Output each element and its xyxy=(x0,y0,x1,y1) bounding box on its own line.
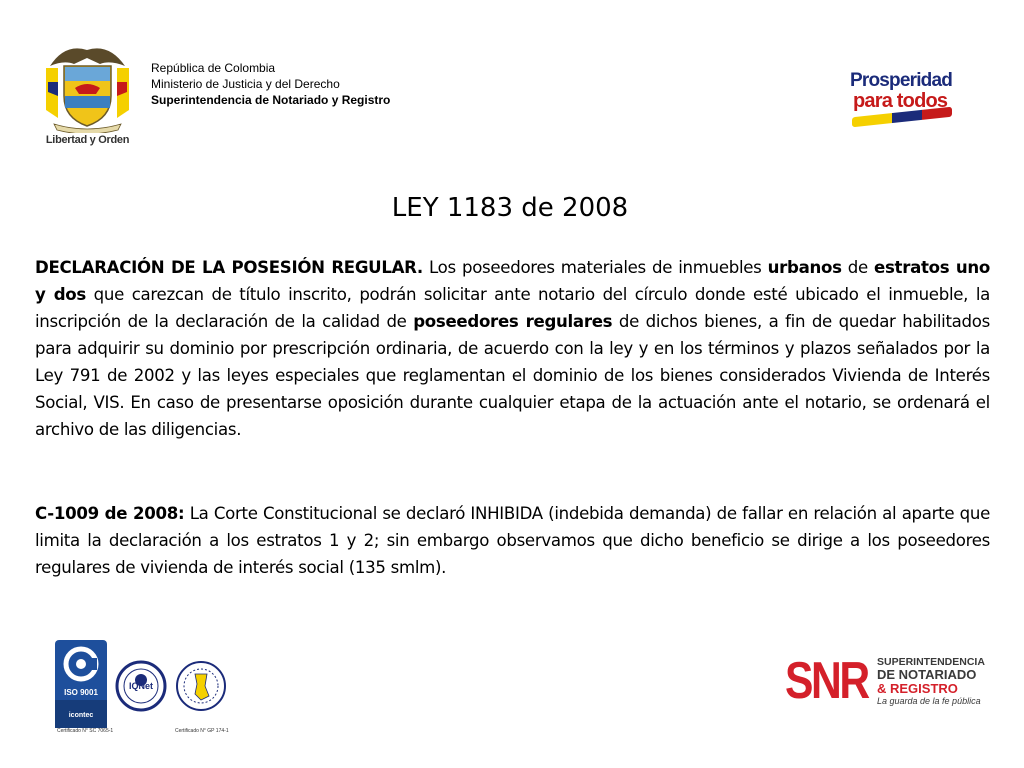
icontec-label: icontec xyxy=(68,712,94,719)
p1-bold-urbanos: urbanos xyxy=(767,258,842,277)
prosperidad-line2: para todos xyxy=(853,90,948,112)
header-country: República de Colombia xyxy=(151,61,276,75)
snr-line1: SUPERINTENDENCIA xyxy=(877,656,985,668)
header-institution-block xyxy=(151,60,390,108)
coat-of-arms-logo xyxy=(40,38,135,153)
p1-text-c: que carezcan de título inscrito, podrán solicitar ante notario del círculo donde esté ubicado el inmueble, la inscripción de la declaración de la calidad de xyxy=(35,285,990,331)
snr-letters: SNR xyxy=(785,652,868,710)
p1-bold-estratos: estratos uno y dos xyxy=(35,258,990,304)
page-title: LEY 1183 de 2008 xyxy=(391,193,629,223)
iqnet-label: IQNet xyxy=(128,681,153,691)
p1-text-b: de xyxy=(841,258,875,277)
certificate-caption-gp: Certificado N° GP 174-1 xyxy=(175,728,229,734)
p1-text-a: Los poseedores materiales de inmuebles xyxy=(422,258,768,277)
gp-certification-badge-icon xyxy=(175,660,227,712)
p1-text-d: de dichos bienes, a fin de quedar habilitados para adquirir su dominio por prescripción ordinaria, de acuerdo con la ley y en los términos y plazos señalados por la Ley 791 de 2002 y las leyes especiales que reglamentan el dominio de los bienes considerados Vivienda de Interés Social, VIS. En caso de presentarse oposición durante cualquier etapa de la actuación ante el notario, se ordenará el archivo de las diligencias. xyxy=(35,312,990,439)
paragraph-posesion-regular xyxy=(35,254,990,443)
header-ministry: Ministerio de Justicia y del Derecho xyxy=(151,77,340,91)
coat-motto: Libertad y Orden xyxy=(45,134,130,146)
certification-badges xyxy=(55,640,235,740)
snr-logo xyxy=(785,652,995,715)
p1-heading: DECLARACIÓN DE LA POSESIÓN REGULAR. xyxy=(35,258,423,277)
snr-line3: & REGISTRO xyxy=(877,681,958,696)
p2-heading: C-1009 de 2008: xyxy=(35,504,185,523)
snr-line2: DE NOTARIADO xyxy=(877,667,977,682)
snr-tagline: La guarda de la fe pública xyxy=(877,696,981,706)
snr-text-block xyxy=(877,656,985,706)
header-superintendency: Superintendencia de Notariado y Registro xyxy=(151,93,391,107)
certificate-caption-sc: Certificado N° SC 7065-1 xyxy=(57,728,114,734)
iso-9001-label: ISO 9001 xyxy=(64,688,98,697)
prosperidad-logo xyxy=(850,68,960,140)
prosperidad-line1: Prosperidad xyxy=(850,70,953,91)
p1-bold-poseedores: poseedores regulares xyxy=(413,312,613,331)
p2-text: La Corte Constitucional se declaró INHIBIDA (indebida demanda) de fallar en relación al aparte que limita la declaración a los estratos 1 y 2; sin embargo observamos que dicho beneficio se dirige a los poseedores regulares de vivienda de interés social (135 smlm). xyxy=(35,504,990,577)
paragraph-c1009 xyxy=(35,500,990,581)
coat-of-arms-icon xyxy=(40,38,135,133)
